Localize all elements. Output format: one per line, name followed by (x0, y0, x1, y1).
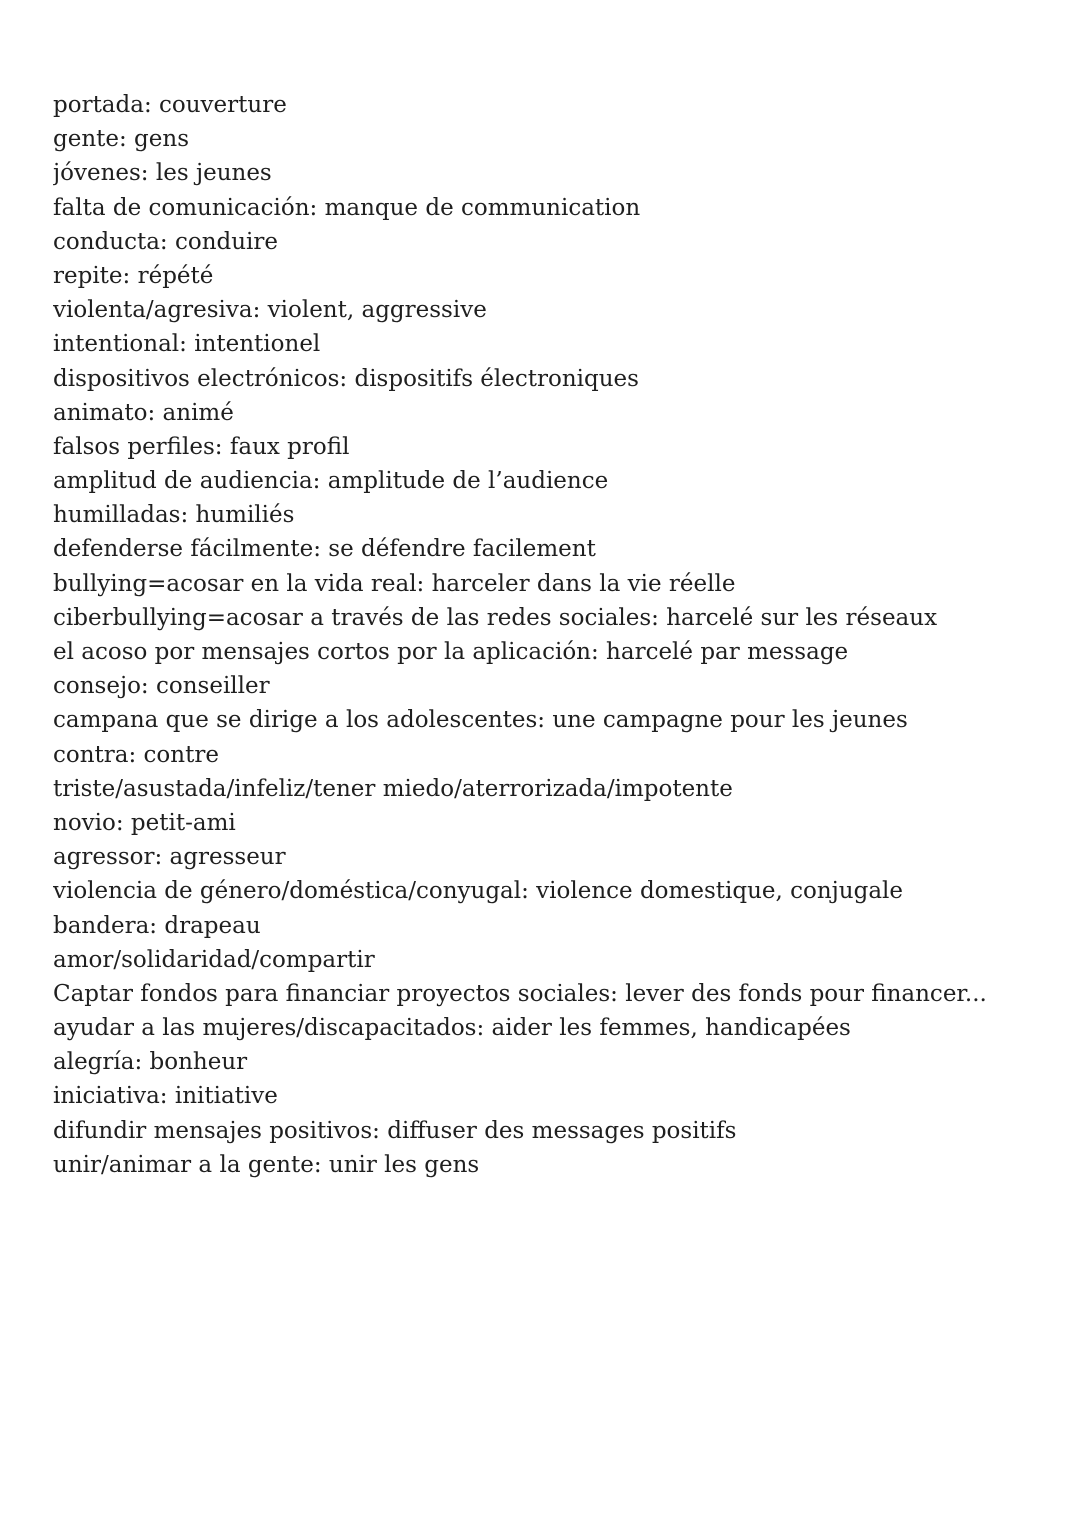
vocab-line: violenta/agresiva: violent, aggressive (53, 297, 487, 324)
vocab-line: difundir mensajes positivos: diffuser des messages positifs (53, 1117, 737, 1144)
vocab-line: agressor: agresseur (53, 844, 286, 871)
vocab-line: amor/solidaridad/compartir (53, 946, 375, 973)
vocab-line: contra: contre (53, 741, 219, 768)
vocab-line: campana que se dirige a los adolescentes: une campagne pour les jeunes (53, 707, 908, 734)
vocab-line: ciberbullying=acosar a través de las redes sociales: harcelé sur les réseaux (53, 604, 938, 631)
vocab-line: unir/animar a la gente: unir les gens (53, 1151, 480, 1178)
vocab-line: ayudar a las mujeres/discapacitados: aider les femmes, handicapées (53, 1015, 851, 1042)
vocab-line: alegría: bonheur (53, 1049, 248, 1076)
vocab-line: iniciativa: initiative (53, 1083, 278, 1110)
vocab-line: novio: petit-ami (53, 809, 236, 836)
vocab-line: gente: gens (53, 126, 190, 153)
vocab-line: violencia de género/doméstica/conyugal: violence domestique, conjugale (53, 878, 904, 905)
vocab-line: conducta: conduire (53, 228, 279, 255)
vocab-line: falsos perfiles: faux profil (53, 433, 350, 460)
vocab-line: dispositivos electrónicos: dispositifs électroniques (53, 365, 639, 392)
vocab-line: humilladas: humiliés (53, 502, 295, 529)
vocab-line: repite: répété (53, 262, 214, 289)
vocab-line: animato: animé (53, 399, 234, 426)
vocab-line: el acoso por mensajes cortos por la aplicación: harcelé par message (53, 639, 849, 665)
vocab-line: triste/asustada/infeliz/tener miedo/aterrorizada/impotente (53, 775, 733, 802)
vocab-line: falta de comunicación: manque de communication (53, 194, 641, 221)
vocab-line: intentional: intentionel (53, 331, 321, 358)
vocab-line: consejo: conseiller (53, 673, 270, 700)
vocab-line: Captar fondos para financiar proyectos sociales: lever des fonds pour financer... (53, 980, 987, 1007)
vocab-line: defenderse fácilmente: se défendre facilement (53, 536, 596, 563)
vocab-line: jóvenes: les jeunes (53, 160, 272, 187)
vocab-line: bullying=acosar en la vida real: harceler dans la vie réelle (53, 570, 736, 597)
vocab-line: amplitud de audiencia: amplitude de l’audience (53, 468, 609, 495)
vocab-line: bandera: drapeau (53, 912, 261, 939)
vocabulary-list (53, 88, 1053, 1182)
vocab-line: portada: couverture (53, 92, 287, 118)
